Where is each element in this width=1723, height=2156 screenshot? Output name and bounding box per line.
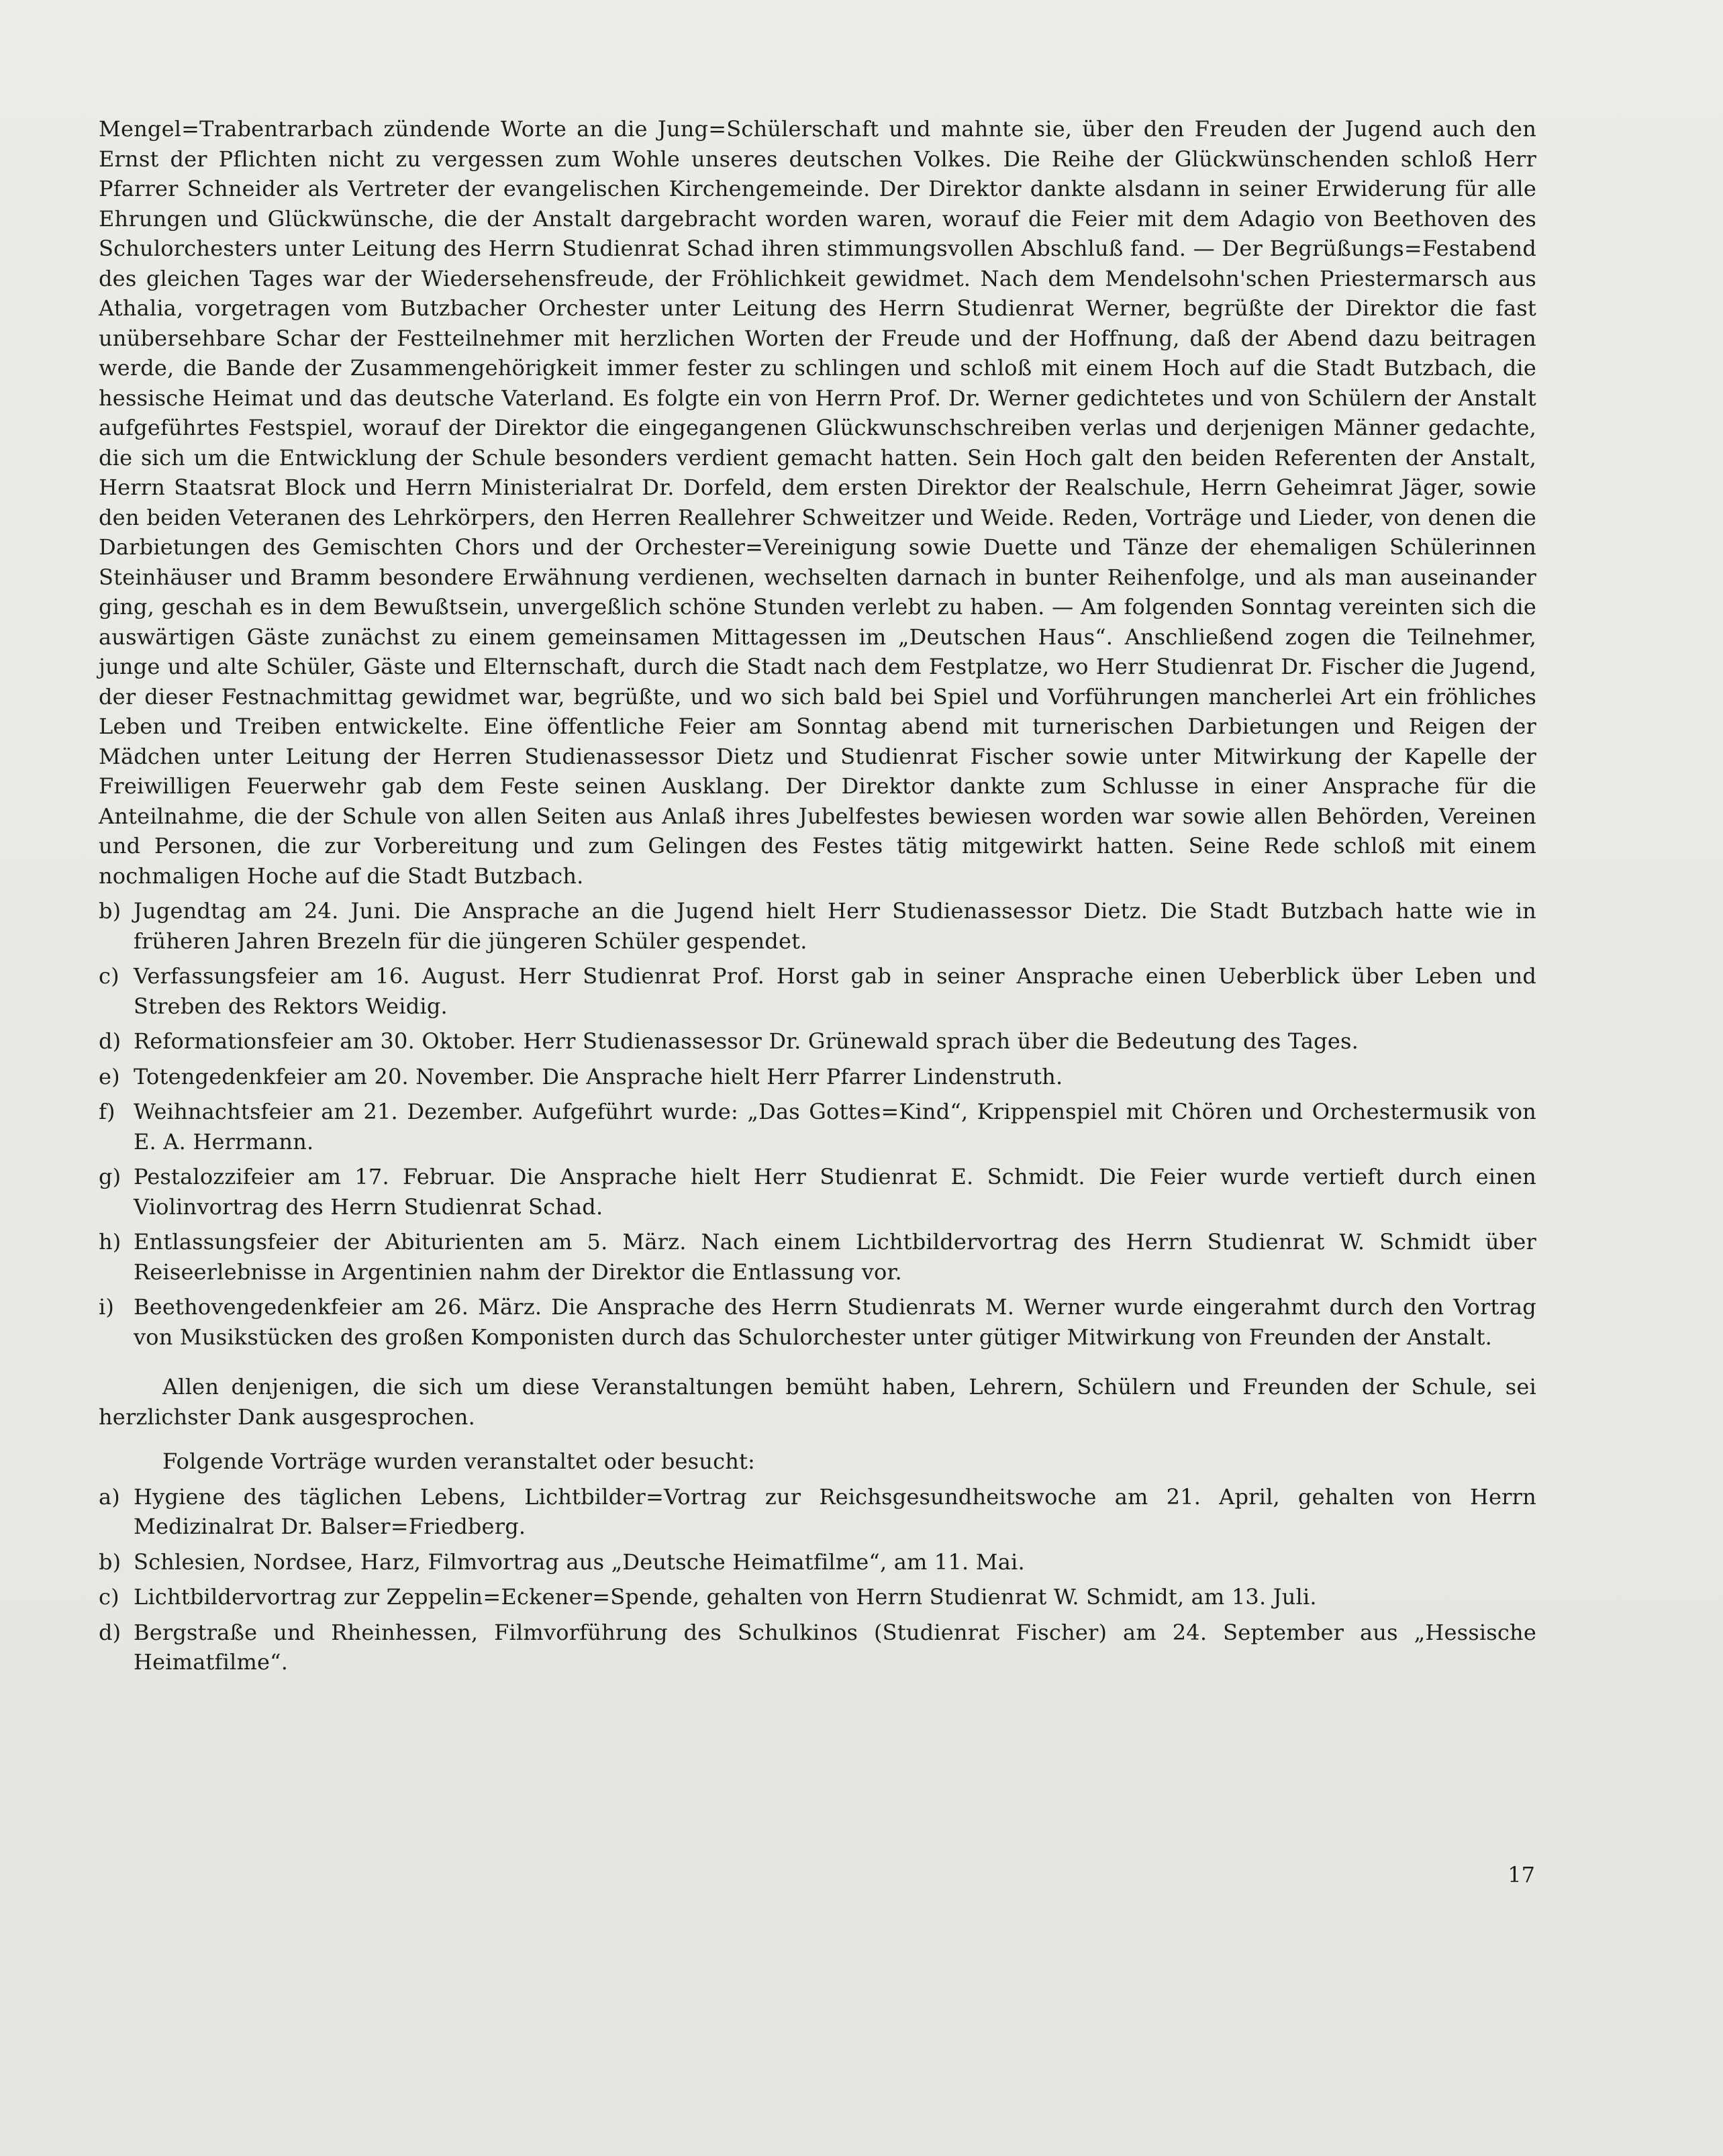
lectures-intro: Folgende Vorträge wurden veranstaltet oder besucht: [162, 1449, 756, 1474]
list-item-text: Lichtbildervortrag zur Zeppelin=Eckener=Spende, gehalten von Herrn Studienrat W. Schmidt, am 13. Juli. [134, 1584, 1317, 1610]
list-marker: d) [99, 1028, 121, 1054]
list-item-text: Reformationsfeier am 30. Oktober. Herr Studienassessor Dr. Grünewald sprach über die Bedeutung des Tages. [134, 1028, 1359, 1054]
list-item-text: Verfassungsfeier am 16. August. Herr Studienrat Prof. Horst gab in seiner Ansprache einen Ueberblick über Leben und Streben des Rektors Weidig. [134, 963, 1536, 1019]
list-item-text: Beethovengedenkfeier am 26. März. Die Ansprache des Herrn Studienrats M. Werner wurde eingerahmt durch den Vortrag von Musikstücken des großen Komponisten durch das Schulorchester unter gütiger Mitwirkung von Freunden der Anstalt. [134, 1294, 1536, 1350]
list-item-text: Weihnachtsfeier am 21. Dezember. Aufgeführt wurde: „Das Gottes=Kind“, Krippenspiel mit Chören und Orchestermusik von E. A. Herrmann. [134, 1099, 1536, 1155]
list-item-text: Totengedenkfeier am 20. November. Die Ansprache hielt Herr Pfarrer Lindenstruth. [134, 1063, 1063, 1089]
list-item [99, 896, 1536, 956]
page-number: 17 [1508, 1862, 1535, 1888]
list-marker: h) [99, 1229, 121, 1255]
list-item-text: Entlassungsfeier der Abiturienten am 5. März. Nach einem Lichtbildervortrag des Herrn Studienrat W. Schmidt über Reiseerlebnisse in Argentinien nahm der Direktor die Entlassung vor. [134, 1229, 1536, 1285]
list-item-text: Jugendtag am 24. Juni. Die Ansprache an die Jugend hielt Herr Studienassessor Dietz. Die Stadt Butzbach hatte wie in früheren Jahren Brezeln für die jüngeren Schüler gespendet. [134, 898, 1536, 954]
list-marker: d) [99, 1619, 121, 1645]
list-item [99, 961, 1536, 1021]
list-item-text: Hygiene des täglichen Lebens, Lichtbilder=Vortrag zur Reichsgesundheitswoche am 21. April, gehalten von Herrn Medizinalrat Dr. Balser=Friedberg. [134, 1483, 1536, 1539]
list-item [99, 1618, 1536, 1677]
list-item-text: Schlesien, Nordsee, Harz, Filmvortrag aus „Deutsche Heimatfilme“, am 11. Mai. [134, 1549, 1025, 1575]
list-marker: e) [99, 1063, 120, 1089]
list-item [99, 1547, 1536, 1577]
list-item [99, 1482, 1536, 1542]
list-marker: c) [99, 963, 119, 989]
list-item [99, 1026, 1536, 1057]
spacer [99, 1432, 1536, 1447]
main-paragraph: Mengel=Trabentrarbach zündende Worte an die Jung=Schülerschaft und mahnte sie, über den Freuden der Jugend auch den Ernst der Pflichten nicht zu vergessen zum Wohle unseres deutschen Volkes. Die Reihe der Glückwünschenden schloß Herr Pfarrer Schneider als Vertreter der evangelischen Kirchengemeinde. Der Direktor dankte alsdann in seiner Erwiderung für alle Ehrungen und Glückwünsche, die der Anstalt dargebracht worden waren, worauf die Feier mit dem Adagio von Beethoven des Schulorchesters unter Leitung des Herrn Studienrat Schad ihren stimmungsvollen Abschluß fand. — Der Begrüßungs=Festabend des gleichen Tages war der Wiedersehensfreude, der Fröhlichkeit gewidmet. Nach dem Mendelsohn'schen Priestermarsch aus Athalia, vorgetragen vom Butzbacher Orchester unter Leitung des Herrn Studienrat Werner, begrüßte der Direktor die fast unübersehbare Schar der Festteilnehmer mit herzlichen Worten der Freude und der Hoffnung, daß der Abend dazu beitragen werde, die Bande der Zusammengehörigkeit immer fester zu schlingen und schloß mit einem Hoch auf die Stadt Butzbach, die hessische Heimat und das deutsche Vaterland. Es folgte ein von Herrn Prof. Dr. Werner gedichtetes und von Schülern der Anstalt aufgeführtes Festspiel, worauf der Direktor die eingegangenen Glückwunschschreiben verlas und derjenigen Männer gedachte, die sich um die Entwicklung der Schule besonders verdient gemacht hatten. Sein Hoch galt den beiden Referenten der Anstalt, Herrn Staatsrat Block und Herrn Ministerialrat Dr. Dorfeld, dem ersten Direktor der Realschule, Herrn Geheimrat Jäger, sowie den beiden Veteranen des Lehrkörpers, den Herren Reallehrer Schweitzer und Weide. Reden, Vorträge und Lieder, von denen die Darbietungen des Gemischten Chors und der Orchester=Vereinigung sowie Duette und Tänze der ehemaligen Schülerinnen Steinhäuser und Bramm besondere Erwähnung verdienen, wechselten darnach in bunter Reihenfolge, und als man auseinander ging, geschah es in dem Bewußtsein, unvergeßlich schöne Stunden verlebt zu haben. — Am folgenden Sonntag vereinten sich die auswärtigen Gäste zunächst zu einem gemeinsamen Mittagessen im „Deutschen Haus“. Anschließend zogen die Teilnehmer, junge und alte Schüler, Gäste und Elternschaft, durch die Stadt nach dem Festplatze, wo Herr Studienrat Dr. Fischer die Jugend, der dieser Festnachmittag gewidmet war, begrüßte, und wo sich bald bei Spiel und Vorführungen mancherlei Art ein fröhliches Leben und Treiben entwickelte. Eine öffentliche Feier am Sonntag abend mit turnerischen Darbietungen und Reigen der Mädchen unter Leitung der Herren Studienassessor Dietz und Studienrat Fischer sowie unter Mitwirkung der Kapelle der Freiwilligen Feuerwehr gab dem Feste seinen Ausklang. Der Direktor dankte zum Schlusse in einer Ansprache für die Anteilnahme, die der Schule von allen Seiten aus Anlaß ihres Jubelfestes bewiesen worden war sowie allen Behörden, Vereinen und Personen, die zur Vorbereitung und zum Gelingen des Festes tätig mitgewirkt hatten. Seine Rede schloß mit einem nochmaligen Hoche auf die Stadt Butzbach. [99, 116, 1536, 889]
page-text [99, 114, 1536, 1683]
list-item-text: Pestalozzifeier am 17. Februar. Die Ansprache hielt Herr Studienrat E. Schmidt. Die Feier wurde vertieft durch einen Violinvortrag des Herrn Studienrat Schad. [134, 1164, 1536, 1220]
list-item [99, 1292, 1536, 1352]
list-marker: a) [99, 1483, 120, 1510]
list-marker: f) [99, 1099, 115, 1124]
list-item [99, 1062, 1536, 1092]
list-marker: i) [99, 1294, 115, 1320]
list-marker: g) [99, 1164, 121, 1189]
list-item [99, 1097, 1536, 1157]
list-item [99, 1582, 1536, 1612]
list-marker: b) [99, 1549, 121, 1575]
list-item [99, 1162, 1536, 1222]
lectures-list [99, 1482, 1536, 1677]
thanks-paragraph: Allen denjenigen, die sich um diese Veranstaltungen bemüht haben, Lehrern, Schülern und Freunden der Schule, sei herzlichster Dank ausgesprochen. [99, 1374, 1536, 1430]
events-list [99, 896, 1536, 1352]
list-item-text: Bergstraße und Rheinhessen, Filmvorführung des Schulkinos (Studienrat Fischer) am 24. September aus „Hessische Heimatfilme“. [134, 1619, 1536, 1675]
list-item [99, 1227, 1536, 1287]
list-marker: b) [99, 898, 121, 924]
list-marker: c) [99, 1584, 119, 1610]
spacer [99, 1357, 1536, 1372]
